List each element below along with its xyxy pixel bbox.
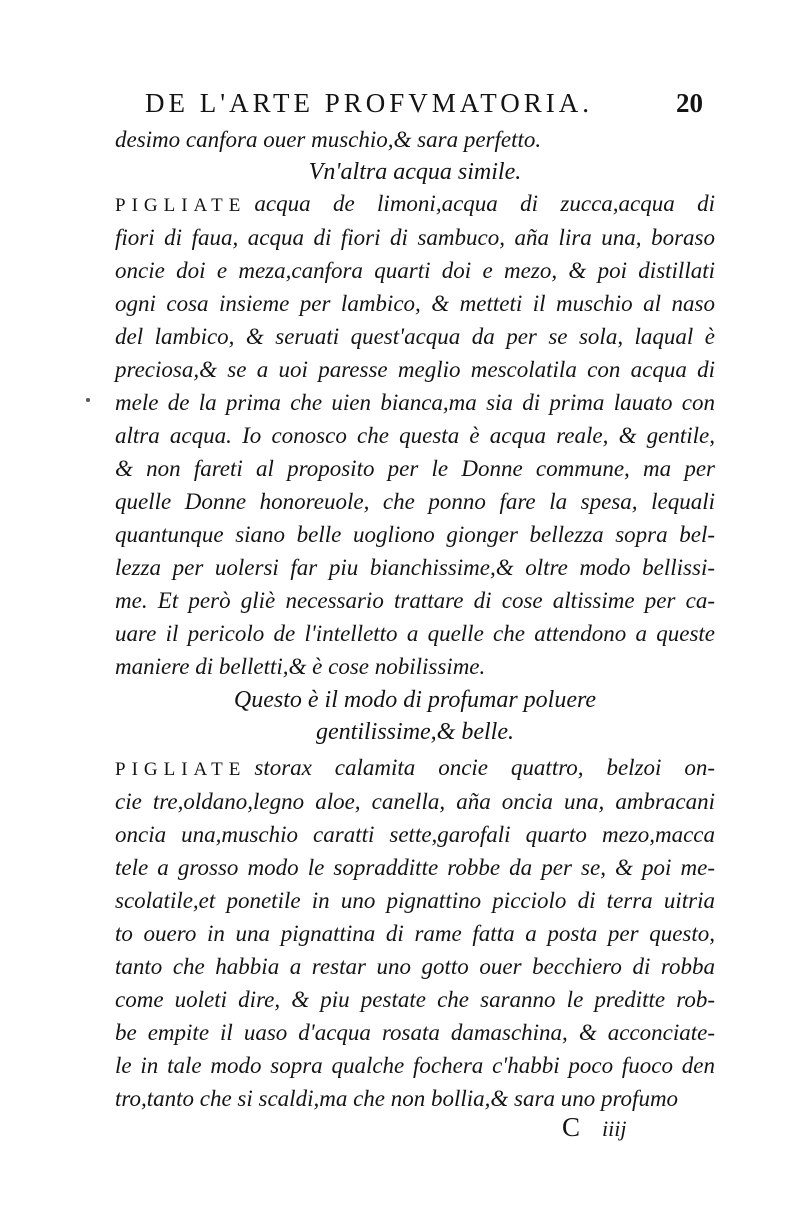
text-line: altra acqua. Io conosco che questa è acqua reale, & gentile,	[115, 423, 715, 448]
text-line: scolatile,et ponetile in uno pignattino picciolo di terra uitria	[115, 888, 715, 913]
text-line: desimo canfora ouer muschio,& sara perfetto.	[115, 127, 542, 152]
text-line: & non fareti al proposito per le Donne commune, ma per	[115, 456, 715, 481]
signature-letter: C	[562, 1112, 581, 1142]
text-line: fiori di faua, acqua di fiori di sambuco, aña lira una, boraso	[115, 225, 715, 250]
text-line: mele de la prima che uien bianca,ma sia di prima lauato con	[115, 390, 715, 415]
initial-word: PIGLIATE	[115, 759, 247, 780]
text-line: ogni cosa insieme per lambico, & metteti il muschio al naso	[115, 291, 715, 316]
text-line: tele a grosso modo le sopradditte robbe da per se, & poi me-	[115, 855, 715, 880]
text-line: uare il pericolo de l'intelletto a quelle che attendono a queste	[115, 621, 715, 646]
text-line: lezza per uolersi far piu bianchissime,& oltre modo bellissi-	[115, 555, 715, 580]
text-line: oncia una,muschio caratti sette,garofali quarto mezo,macca	[115, 822, 715, 847]
text-line: oncie doi e meza,canfora quarti doi e mezo, & poi distillati	[115, 258, 715, 283]
text-line: preciosa,& se a uoi paresse meglio mescolatila con acqua di	[115, 357, 715, 382]
paragraph-first-line	[115, 188, 715, 222]
text-line: tro,tanto che si scaldi,ma che non bollia,& sara uno profumo	[115, 1086, 679, 1111]
text-line: be empite il uaso d'acqua rosata damaschina, & acconciate-	[115, 1020, 715, 1045]
text-line: le in tale modo sopra qualche fochera c'habbi poco fuoco den	[115, 1053, 715, 1078]
text-line: cie tre,oldano,legno aloe, canella, aña oncia una, ambracani	[115, 789, 715, 814]
text-line: del lambico, & seruati quest'acqua da per se sola, laqual è	[115, 324, 715, 349]
section-heading: Questo è il modo di profumar poluere	[233, 687, 597, 713]
section-heading: Vn'altra acqua simile.	[308, 159, 522, 185]
text-line: tanto che habbia a restar uno gotto ouer becchiero di robba	[115, 954, 715, 979]
text-line: quelle Donne honoreuole, che ponno fare la spesa, lequali	[115, 489, 715, 514]
running-title: DE L'ARTE PROFVMATORIA.	[145, 88, 594, 118]
text-line: come uoleti dire, & piu pestate che saranno le preditte rob-	[115, 987, 715, 1012]
paragraph-first-line	[115, 752, 715, 786]
margin-mark	[86, 398, 90, 402]
text-line: storax calamita oncie quattro, belzoi on-	[254, 755, 715, 780]
signature-mark	[562, 1112, 626, 1143]
signature-number: iiij	[602, 1116, 627, 1141]
section-heading: gentilissime,& belle.	[316, 719, 514, 745]
page-number: 20	[676, 88, 703, 118]
text-line: to ouero in una pignattina di rame fatta a posta per questo,	[115, 921, 715, 946]
text-line: acqua de limoni,acqua di zucca,acqua di	[254, 191, 715, 216]
initial-word: PIGLIATE	[115, 195, 247, 216]
text-line: maniere di belletti,& è cose nobilissime.	[115, 654, 486, 679]
text-line: quantunque siano belle uogliono gionger bellezza sopra bel-	[115, 522, 715, 547]
text-line: me. Et però gliè necessario trattare di cose altissime per ca-	[115, 588, 715, 613]
page-header	[145, 88, 705, 128]
